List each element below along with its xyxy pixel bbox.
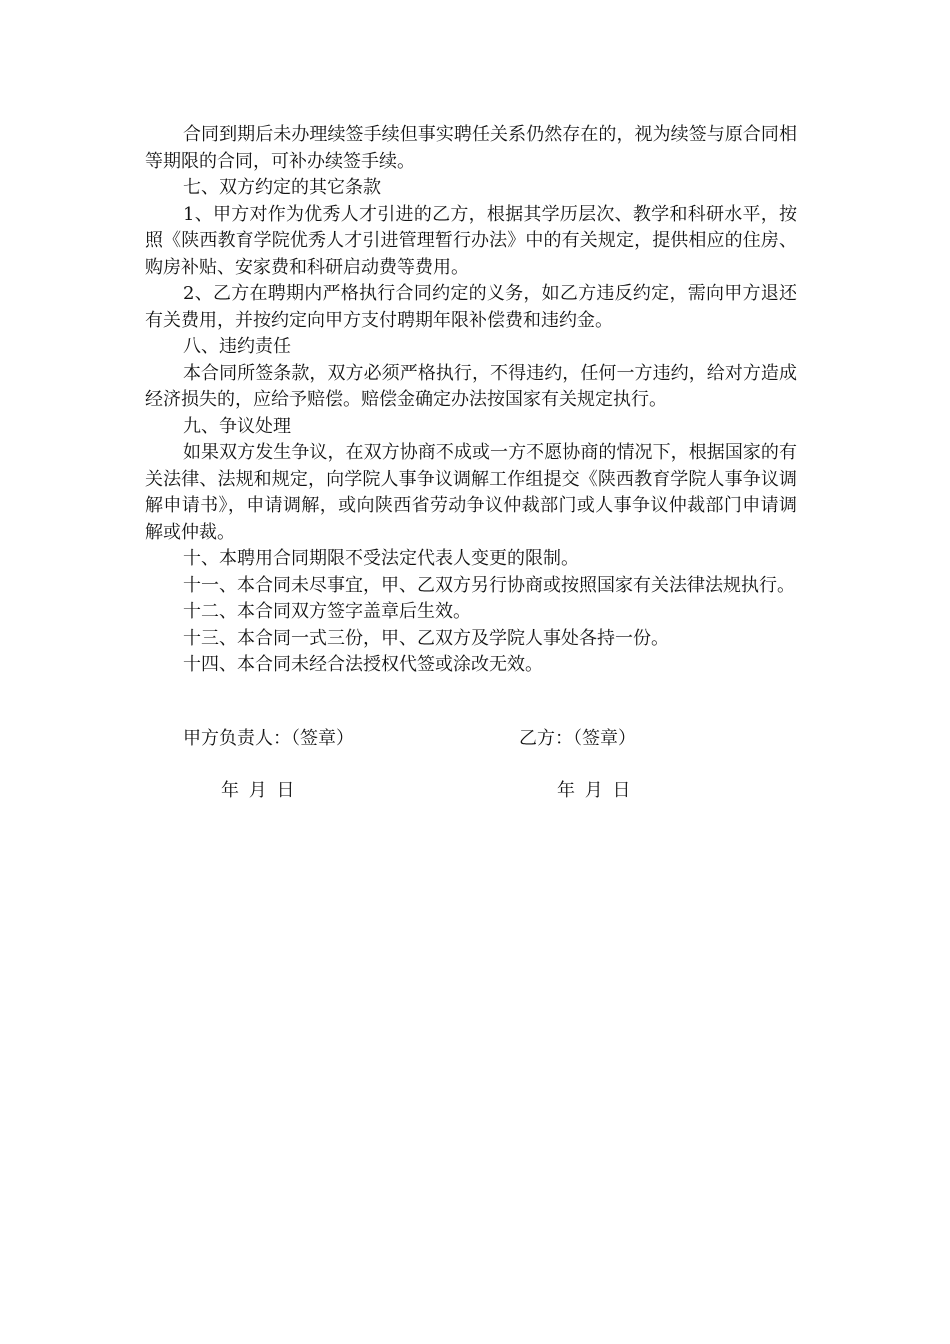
section-8-heading: 八、违约责任 [183, 336, 291, 357]
section-14-clause: 十四、本合同未经合法授权代签或涂改无效。 [183, 654, 543, 675]
section-9-heading: 九、争议处理 [183, 415, 291, 437]
section-8-clause: 本合同所签条款，双方必须严格执行，不得违约，任何一方违约，给对方造成经济损失的，应给予赔偿。赔偿金确定办法按国家有关规定执行。 [145, 362, 797, 410]
section-7-heading: 七、双方约定的其它条款 [183, 177, 381, 198]
party-b-date: 年 月 日 [557, 780, 631, 801]
section-11-clause: 十一、本合同未尽事宜，甲、乙双方另行协商或按照国家有关法律法规执行。 [183, 574, 795, 596]
date-row [145, 778, 797, 804]
section-10-clause: 十、本聘用合同期限不受法定代表人变更的限制。 [183, 548, 579, 569]
contract-body [145, 122, 797, 679]
signature-row [145, 726, 797, 752]
renewal-clause: 合同到期后未办理续签手续但事实聘任关系仍然存在的，视为续签与原合同相等期限的合同，可补办续签手续。 [145, 124, 797, 172]
section-9-clause: 如果双方发生争议，在双方协商不成或一方不愿协商的情况下，根据国家的有关法律、法规和规定，向学院人事争议调解工作组提交《陕西教育学院人事争议调解申请书》，申请调解，或向陕西省劳动争议仲裁部门或人事争议仲裁部门申请调解或仲裁。 [145, 442, 797, 543]
section-13-clause: 十三、本合同一式三份，甲、乙双方及学院人事处各持一份。 [183, 627, 669, 649]
party-a-date: 年 月 日 [221, 780, 295, 801]
party-b-signature-label: 乙方：（签章） [519, 728, 636, 749]
party-a-signature-label: 甲方负责人：（签章） [183, 728, 354, 749]
section-12-clause: 十二、本合同双方签字盖章后生效。 [183, 601, 471, 622]
section-7-clause-1: 1、甲方对作为优秀人才引进的乙方，根据其学历层次、教学和科研水平，按照《陕西教育学院优秀人才引进管理暂行办法》中的有关规定，提供相应的住房、购房补贴、安家费和科研启动费等费用。 [145, 203, 797, 278]
section-7-clause-2: 2、乙方在聘期内严格执行合同约定的义务，如乙方违反约定，需向甲方退还有关费用，并按约定向甲方支付聘期年限补偿费和违约金。 [145, 283, 797, 331]
contract-page [145, 122, 797, 801]
